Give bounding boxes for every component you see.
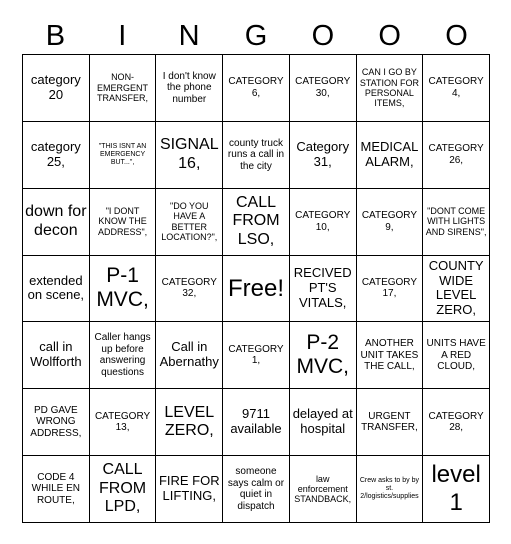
bingo-cell[interactable] xyxy=(223,389,290,456)
cell-text: CAN I GO BY STATION FOR PERSONAL ITEMS, xyxy=(359,67,419,109)
cell-text: delayed at hospital xyxy=(292,406,353,437)
bingo-cell[interactable] xyxy=(156,389,223,456)
cell-text: CATEGORY 9, xyxy=(361,210,418,233)
cell-text: CATEGORY 4, xyxy=(428,76,484,99)
bingo-cell[interactable] xyxy=(423,322,490,389)
cell-text: RECIVED PT'S VITALS, xyxy=(293,265,352,310)
bingo-cell[interactable] xyxy=(156,456,223,523)
bingo-cell[interactable] xyxy=(23,389,90,456)
cell-text: LEVEL ZERO, xyxy=(164,403,215,440)
bingo-cell[interactable] xyxy=(223,122,290,189)
bingo-cell[interactable] xyxy=(90,322,157,389)
cell-text: CODE 4 WHILE EN ROUTE, xyxy=(31,471,81,506)
cell-text: Crew asks to by by st. 2/logistics/supplies xyxy=(359,476,419,501)
cell-text: "I DONT KNOW THE ADDRESS", xyxy=(97,206,148,237)
cell-text: CATEGORY 10, xyxy=(295,210,351,233)
bingo-cell[interactable] xyxy=(223,256,290,323)
cell-text: 9711 available xyxy=(230,406,282,437)
header-letter: O xyxy=(378,20,401,52)
bingo-cell[interactable] xyxy=(223,322,290,389)
bingo-cell[interactable] xyxy=(357,456,424,523)
header-letter: G xyxy=(244,20,268,52)
bingo-cell[interactable] xyxy=(90,256,157,323)
cell-text: CALL FROM LPD, xyxy=(99,461,147,516)
free-space: Free! xyxy=(227,274,284,302)
cell-text: I don't know the phone number xyxy=(162,70,216,105)
header-letter: N xyxy=(178,20,200,52)
bingo-cell[interactable] xyxy=(357,189,424,256)
cell-text: CATEGORY 26, xyxy=(428,143,484,166)
cell-text: CATEGORY 17, xyxy=(361,276,418,300)
cell-text: CATEGORY 32, xyxy=(161,276,217,300)
header-letter: B xyxy=(45,20,66,52)
bingo-cell[interactable] xyxy=(423,389,490,456)
cell-text: ANOTHER UNIT TAKES THE CALL, xyxy=(360,338,419,373)
bingo-cell[interactable] xyxy=(290,256,357,323)
cell-text: law enforcement STANDBACK, xyxy=(294,473,352,505)
bingo-cell[interactable] xyxy=(423,456,490,523)
bingo-cell[interactable] xyxy=(156,122,223,189)
bingo-cell[interactable] xyxy=(290,456,357,523)
cell-text: PD GAVE WRONG ADDRESS, xyxy=(30,404,82,439)
bingo-cell[interactable] xyxy=(156,189,223,256)
cell-text: P-2 MVC, xyxy=(296,331,349,379)
bingo-cell[interactable] xyxy=(357,122,424,189)
bingo-cell[interactable] xyxy=(290,189,357,256)
cell-text: UNITS HAVE A RED CLOUD, xyxy=(426,338,486,373)
cell-text: CATEGORY 28, xyxy=(428,410,484,434)
bingo-cell[interactable] xyxy=(90,456,157,523)
cell-text: Caller hangs up before answering questions xyxy=(94,332,151,378)
cell-text: CALL FROM LSO, xyxy=(232,194,280,248)
cell-text: NON-EMERGENT TRANSFER, xyxy=(97,72,149,104)
cell-text: "DONT COME WITH LIGHTS AND SIRENS", xyxy=(425,206,487,237)
cell-text: MEDICAL ALARM, xyxy=(360,138,419,169)
cell-text: call in Wolfforth xyxy=(30,339,82,370)
cell-text: "THIS ISNT AN EMERGENCY BUT...", xyxy=(98,142,147,166)
bingo-cell[interactable] xyxy=(223,456,290,523)
bingo-cell[interactable] xyxy=(357,256,424,323)
cell-text: someone says calm or quiet in dispatch xyxy=(227,466,285,512)
cell-text: FIRE FOR LIFTING, xyxy=(158,473,220,504)
bingo-cell[interactable] xyxy=(23,55,90,122)
bingo-cell[interactable] xyxy=(23,189,90,256)
bingo-cell[interactable] xyxy=(156,256,223,323)
bingo-cell[interactable] xyxy=(290,322,357,389)
cell-text: URGENT TRANSFER, xyxy=(361,410,418,434)
bingo-cell[interactable] xyxy=(90,122,157,189)
cell-text: extended on scene, xyxy=(27,272,85,303)
bingo-cell[interactable] xyxy=(423,122,490,189)
cell-text: Call in Abernathy xyxy=(159,339,219,370)
cell-text: level 1 xyxy=(431,461,481,517)
cell-text: CATEGORY 6, xyxy=(228,76,284,99)
bingo-cell[interactable] xyxy=(423,55,490,122)
cell-text: SIGNAL 16, xyxy=(159,136,219,172)
bingo-cell[interactable] xyxy=(357,55,424,122)
cell-text: COUNTY WIDE LEVEL ZERO, xyxy=(428,257,484,318)
bingo-cell[interactable] xyxy=(90,389,157,456)
cell-text: CATEGORY 30, xyxy=(295,76,351,99)
bingo-cell[interactable] xyxy=(357,389,424,456)
header-letter: I xyxy=(118,20,127,52)
bingo-board xyxy=(22,54,490,523)
bingo-cell[interactable] xyxy=(223,189,290,256)
cell-text: P-1 MVC, xyxy=(96,264,149,312)
bingo-cell[interactable] xyxy=(357,322,424,389)
cell-text: CATEGORY 13, xyxy=(94,410,151,434)
bingo-cell[interactable] xyxy=(423,189,490,256)
bingo-cell[interactable] xyxy=(156,55,223,122)
cell-text: category 20 xyxy=(30,71,81,102)
cell-text: down for decon xyxy=(25,203,87,239)
header-letter: O xyxy=(445,20,468,52)
bingo-cell[interactable] xyxy=(290,389,357,456)
cell-text: category 25, xyxy=(30,138,81,169)
bingo-cell[interactable] xyxy=(90,55,157,122)
bingo-cell[interactable] xyxy=(90,189,157,256)
bingo-cell[interactable] xyxy=(290,55,357,122)
bingo-cell[interactable] xyxy=(23,456,90,523)
bingo-cell[interactable] xyxy=(423,256,490,323)
bingo-cell[interactable] xyxy=(23,256,90,323)
bingo-cell[interactable] xyxy=(223,55,290,122)
bingo-cell[interactable] xyxy=(156,322,223,389)
cell-text: county truck runs a call in the city xyxy=(227,137,285,172)
bingo-cell[interactable] xyxy=(23,122,90,189)
cell-text: Category 31, xyxy=(296,138,350,169)
cell-text: "DO YOU HAVE A BETTER LOCATION?", xyxy=(161,200,218,242)
header-letter: O xyxy=(311,20,335,52)
bingo-cell[interactable] xyxy=(290,122,357,189)
cell-text: CATEGORY 1, xyxy=(228,343,284,367)
bingo-cell[interactable] xyxy=(23,322,90,389)
bingo-header xyxy=(22,18,490,54)
